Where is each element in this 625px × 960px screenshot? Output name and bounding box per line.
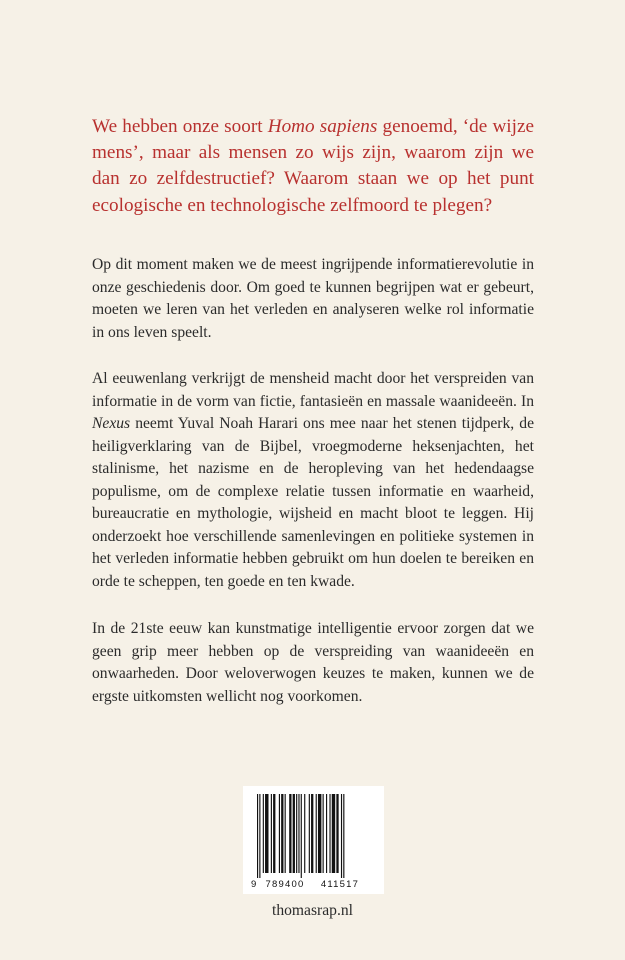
barcode-bar — [296, 794, 297, 873]
barcode-bar — [281, 794, 283, 873]
barcode-bar — [304, 794, 305, 873]
book-title-nexus: Nexus — [92, 415, 131, 432]
barcode-bar — [298, 794, 299, 873]
paragraph-information-revolution: Op dit moment maken we de meest ingrijpende informatierevolutie in onze geschiedenis door. Om goed te kunnen begrijpen wat er gebeurt, moeten we leren van het verleden en analyseren welke rol informatie in ons leven speelt. — [92, 256, 534, 341]
intro-quote — [92, 114, 534, 219]
intro-italic-species: Homo sapiens — [267, 116, 378, 137]
barcode-graphic — [243, 786, 384, 894]
barcode-bar — [341, 794, 342, 878]
barcode-bar — [343, 794, 344, 878]
paragraph-history-part2: neemt Yuval Noah Harari ons mee naar het stenen tijdperk, de heiligverklaring van de Bijbel, vroegmoderne heksenjachten, het stalinisme, het nazisme en de heropleving van het hedendaagse populisme, om de complexe relatie tussen informatie en waarheid, bureaucratie en mythologie, wijsheid en macht bloot te leggen. Hij onderzoekt hoe verschillende samenlevingen en politieke systemen in het verleden informatie hebben gebruikt om hun doelen te bereiken en orde te scheppen, ten goede en ten kwade. — [92, 415, 534, 590]
paragraph-history — [92, 368, 534, 593]
barcode-bar — [301, 794, 302, 878]
barcode-bar — [285, 794, 286, 873]
paragraph-history-part1: Al eeuwenlang verkrijgt de mensheid macht door het verspreiden van informatie in de vorm van fictie, fantasieën en massale waanideeën. In — [92, 370, 534, 410]
barcode-bar — [271, 794, 272, 873]
intro-text-part2: genoemd, ‘de wijze mens’, maar als mensen zo wijs zijn, waarom zijn we dan zo zelfdestructief? Waarom staan we op het punt ecologische en technologische zelfmoord te plegen? — [92, 116, 534, 216]
barcode-bar — [336, 794, 338, 873]
barcode-bar — [326, 794, 327, 873]
publisher-website: thomasrap.nl — [272, 902, 353, 919]
barcode-bar — [323, 794, 324, 873]
barcode-bar — [279, 794, 280, 873]
barcode-bar — [289, 794, 291, 873]
barcode-bar — [311, 794, 313, 873]
intro-text-part1: We hebben onze soort — [92, 116, 268, 137]
barcode — [243, 786, 384, 894]
barcode-bar — [273, 794, 275, 873]
barcode-bar — [263, 794, 264, 873]
barcode-bar — [259, 794, 260, 878]
paragraph-ai: In de 21ste eeuw kan kunstmatige intelligentie ervoor zorgen dat we geen grip meer hebben op de verspreiding van waanideeën en onwaarheden. Door weloverwogen keuzes te maken, kunnen we de ergste uitkomsten wellicht nog voorkomen. — [92, 620, 534, 705]
barcode-bar — [318, 794, 321, 873]
barcode-digits-right: 411517 — [320, 879, 360, 890]
barcode-bar — [257, 794, 258, 878]
barcode-digit-first: 9 — [251, 879, 257, 890]
barcode-bar — [329, 794, 330, 873]
barcode-bar — [293, 794, 295, 873]
barcode-bar — [332, 794, 335, 873]
barcode-bar — [265, 794, 268, 873]
barcode-bar — [309, 794, 310, 873]
barcode-digits-left: 789400 — [265, 879, 305, 890]
barcode-bar — [316, 794, 317, 873]
